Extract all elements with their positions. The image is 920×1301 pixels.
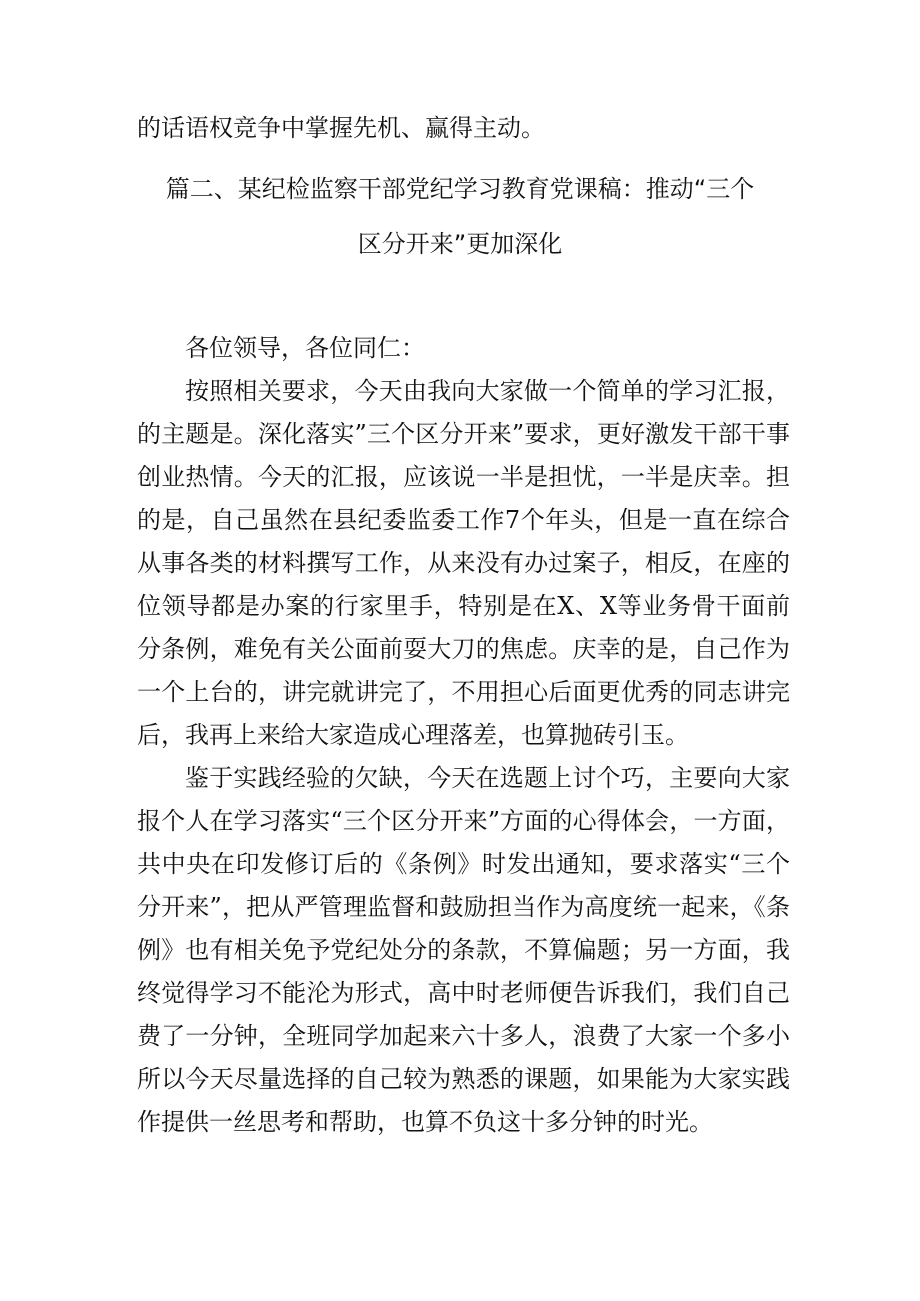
greeting-line: 各位领导，各位同仁： bbox=[185, 334, 425, 362]
paragraph-line: 鉴于实践经验的欠缺，今天在选题上讨个巧，主要向大家 bbox=[185, 764, 790, 792]
paragraph-line: 终觉得学习不能沦为形式，高中时老师便告诉我们，我们自己 bbox=[137, 979, 790, 1007]
paragraph-line: 的是，自己虽然在县纪委监委工作7个年头，但是一直在综合 bbox=[137, 506, 790, 534]
paragraph-line: 一个上台的，讲完就讲完了，不用担心后面更优秀的同志讲完 bbox=[137, 678, 790, 706]
paragraph-line: 按照相关要求，今天由我向大家做一个简单的学习汇报， bbox=[185, 377, 790, 405]
paragraph-line: 从事各类的材料撰写工作，从来没有办过案子，相反，在座的 bbox=[137, 549, 790, 577]
paragraph-line: 报个人在学习落实“三个区分开来”方面的心得体会，一方面， bbox=[137, 807, 790, 835]
paragraph-line: 例》也有相关免予党纪处分的条款，不算偏题；另一方面，我 bbox=[137, 936, 790, 964]
paragraph-line: 所以今天尽量选择的自己较为熟悉的课题，如果能为大家实践 bbox=[137, 1065, 790, 1093]
paragraph-line: 共中央在印发修订后的《条例》时发出通知，要求落实“三个 bbox=[137, 850, 790, 878]
paragraph-line: 作提供一丝思考和帮助，也算不负这十多分钟的时光。 bbox=[137, 1108, 713, 1136]
paragraph-line: 分条例，难免有关公面前耍大刀的焦虑。庆幸的是，自己作为 bbox=[137, 635, 790, 663]
paragraph-line: 位领导都是办案的行家里手，特别是在X、X等业务骨干面前 bbox=[137, 592, 790, 620]
paragraph-line: 创业热情。今天的汇报，应该说一半是担忧，一半是庆幸。担 bbox=[137, 463, 790, 491]
paragraph-line: 的主题是。深化落实”三个区分开来”要求，更好激发干部干事 bbox=[137, 420, 790, 448]
section-title-line-1: 篇二、某纪检监察干部党纪学习教育党课稿：推动“三个 bbox=[165, 175, 755, 203]
section-title-line-2: 区分开来”更加深化 bbox=[357, 230, 563, 258]
paragraph-line: 后，我再上来给大家造成心理落差，也算抛砖引玉。 bbox=[137, 721, 689, 749]
paragraph-line: 费了一分钟，全班同学加起来六十多人，浪费了大家一个多小 bbox=[137, 1022, 790, 1050]
paragraph-line: 分开来”，把从严管理监督和鼓励担当作为高度统一起来，《条 bbox=[137, 893, 790, 921]
carryover-text-line: 的话语权竞争中掌握先机、赢得主动。 bbox=[137, 114, 545, 142]
